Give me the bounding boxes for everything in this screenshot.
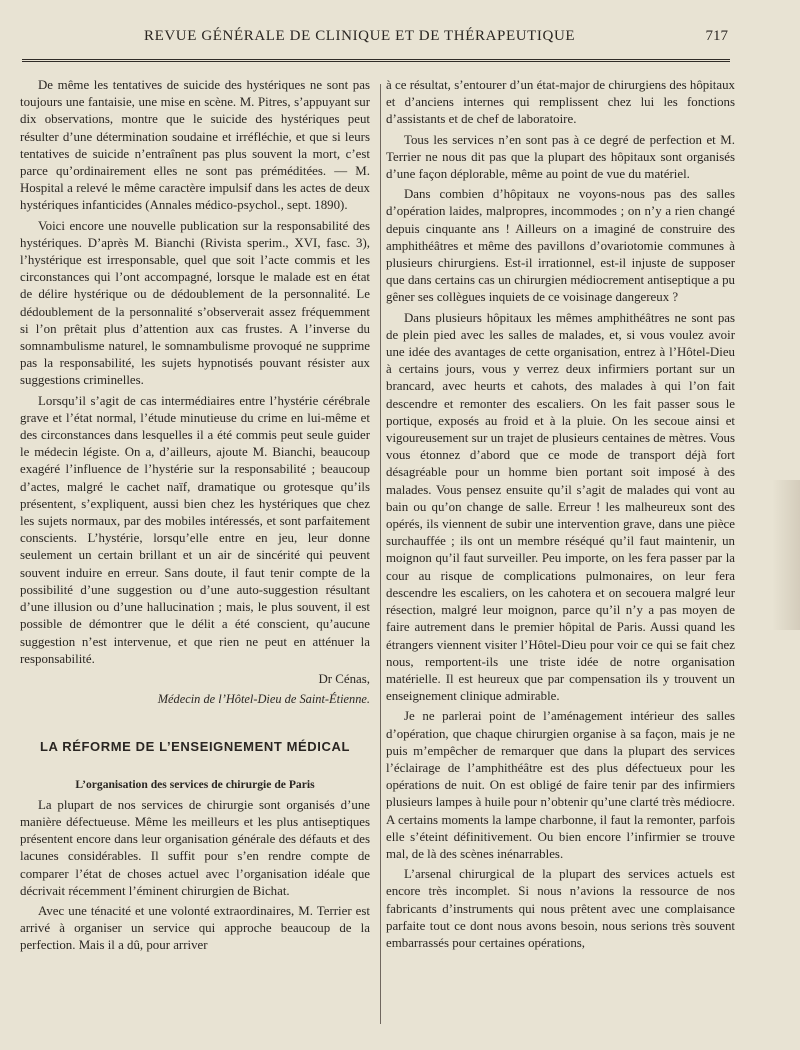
paragraph: Tous les services n’en sont pas à ce degré de perfection et M. Terrier ne nous dit pas que la plupart des hôpitaux sont organisés d’une façon déplorable, même au point de vue du matériel. <box>386 132 735 182</box>
paragraph: De même les tentatives de suicide des hystériques ne sont pas toujours une fantaisie, une mise en scène. M. Pitres, s’appuyant sur dix observations, montre que le suicide des hystériques peut résulter d’une détermination soudaine et irréfléchie, et que si leurs tentatives de suicide n’entraînent pas plus souvent la mort, c’est parce qu’ordinairement elles ne sont pas préméditées. — M. Hospital a relevé le même caractère impulsif dans les actes de deux hystériques infanticides (Annales médico-psychol., sept. 1890). <box>20 78 370 213</box>
paragraph: L’arsenal chirurgical de la plupart des services actuels est encore très incomplet. Si nous n’avions la ressource de nos fabricants d’instruments qui nous prêtent avec une complaisance parfaite tout ce dont nous avons besoin, nous serions très souvent embarrassés pour certaines opérations, <box>386 867 735 950</box>
section-title: LA RÉFORME DE L’ENSEIGNEMENT MÉDICAL <box>39 739 351 755</box>
subsection-title: L’organisation des services de chirurgie de Paris <box>75 777 315 791</box>
paragraph: Je ne parlerai point de l’aménagement intérieur des salles d’opération, que chaque chirurgien organise à sa façon, mais je ne puis m’empêcher de remarquer que dans la plupart des services l’éclairage de l’amphithéâtre est des plus défectueux pour les opérations de nuit. On est obligé de faire tenir par des infirmiers plusieurs lampes à huile pour n’obtenir qu’une clarté très médiocre. A certains moments la lampe charbonne, il faut la remonter, parfois elle s’éteint définitivement. Ou bien encore l’infirmier se trouve mal, de là des scènes inénarrables. <box>386 709 735 861</box>
paragraph: Avec une ténacité et une volonté extraordinaires, M. Terrier est arrivé à organiser un service qui approche beaucoup de la perfection. Mais il a dû, pour arriver <box>20 903 370 953</box>
journal-title: REVUE GÉNÉRALE DE CLINIQUE ET DE THÉRAPEUTIQUE <box>144 28 576 44</box>
signature-role: Médecin de l’Hôtel-Dieu de Saint-Étienne. <box>157 692 370 707</box>
paragraph: Dans plusieurs hôpitaux les mêmes amphithéâtres ne sont pas de plein pied avec les salles de malades, et, si vous voulez avoir une idée des avantages de cette organisation, entrez à l’Hôtel-Dieu à certains jours, vous y verrez deux infirmiers portant sur un brancard, avec heurts et cahots, des malades à qui l’on fait descendre et remonter des escaliers. On les fait passer sous le portique, exposés au froid et à la pluie. On les secoue ainsi et vigoureusement sur un trajet de plusieurs centaines de mètres. Vous vous étonnez d’abord que ce mode de transport déjà fort désagréable pour un homme bien portant soit imposé à des malades. Vous pensez ensuite qu’il s’agit de malades qui vont au bain ou qu’on change de salle. Erreur ! les malheureux sont des opérés, ils viennent de subir une intervention grave, dans une pièce surchauffée ; ils ont un membre réséqué qu’il faut maintenir, un moignon qu’il faut surveiller. Peu importe, on les fera passer par la cour au risque de complications pulmonaires, on leur fera descendre les escaliers, on les cahotera et on secouera malgré leur résection, malgré leur moignon, parce qu’il n’y a pas moyen de faire autrement dans le premier hôpital de Paris. Aussi quand les étrangers viennent visiter l’Hôtel-Dieu pour voir ce qui se fait chez nous, remportent-ils une triste idée de notre organisation matérielle. Il est heureux que par compensation ils y trouvent un enseignement clinique admirable. <box>386 310 735 704</box>
paper-fold-shadow <box>772 480 800 630</box>
page-number: 717 <box>705 28 728 44</box>
right-column <box>386 77 735 952</box>
paragraph: Lorsqu’il s’agit de cas intermédiaires entre l’hystérie cérébrale grave et l’état normal, l’étude minutieuse du crime en lui-même et des circonstances dans lesquelles il a été commis peut seule guider le médecin légiste. On a, d’ailleurs, ajoute M. Bianchi, beaucoup exagéré l’influence de l’hystérie sur la responsabilité ; beaucoup d’actes, malgré le cachet naïf, dramatique ou grotesque qu’ils présentent, s’expliquent, aussi bien chez les hystériques que chez les sujets normaux, par des mobiles intéressés, et sont parfaitement conscients. L’hystérie, lorsqu’elle entre en jeu, leur donne seulement un certain brillant et un air de sincérité qui peuvent souvent induire en erreur. Sans doute, il faut tenir compte de la possibilité d’une suggestion ou d’une auto-suggestion résultant d’une illusion ou d’une hallucination ; mais, le plus souvent, il est possible de démontrer que le délit a été conscient, qu’aucune suggestion n’est intervenue, et que rien ne peut en atténuer la responsabilité. <box>20 393 370 666</box>
column-divider <box>380 84 381 1024</box>
paragraph: La plupart de nos services de chirurgie sont organisés d’une manière défectueuse. Même les meilleurs et les plus antiseptiques présentent encore dans leur organisation générale des défauts et des lacunes considérables. Il suffit pour s’en rendre compte de comparer l’état de choses actuel avec l’organisation idéale que décrivait récemment l’éminent chirurgien de Bichat. <box>20 797 370 898</box>
paragraph: Dans combien d’hôpitaux ne voyons-nous pas des salles d’opération laides, malpropres, incommodes ; on n’y a rien changé depuis cinquante ans ! Ailleurs on a imaginé de construire des amphithéâtres et même des pavillons d’ovariotomie communes à plusieurs chirurgiens. Est-il irrationnel, est-il injuste de supposer que dans certains cas un chirurgien médiocrement antiseptique a pu gêner ses collègues inquiets de ce voisinage dangereux ? <box>386 187 735 305</box>
header-rule <box>22 59 730 62</box>
running-header <box>22 28 728 54</box>
signature-name: Dr Cénas, <box>318 671 370 686</box>
paragraph: Voici encore une nouvelle publication sur la responsabilité des hystériques. D’après M. Bianchi (Rivista sperim., XVI, fasc. 3), l’hystérique est irresponsable, quel que soit l’acte commis et les circonstances qui l’ont accompagné, lorsque le malade est en état de délire hystérique ou de dédoublement de la personnalité. Le dédoublement de la personnalité s’observerait assez fréquemment si l’on prêtait plus d’attention aux cas frustes. A l’inverse du somnambulisme naturel, le somnambulisme provoqué ne supprime pas la responsabilité, les sujets hypnotisés pouvant résister aux suggestions criminelles. <box>20 218 370 388</box>
paragraph: à ce résultat, s’entourer d’un état-major de chirurgiens des hôpitaux et d’anciens internes qui remplissent chez lui les fonctions d’assistants et de chef de laboratoire. <box>386 78 735 127</box>
left-column <box>20 77 370 955</box>
